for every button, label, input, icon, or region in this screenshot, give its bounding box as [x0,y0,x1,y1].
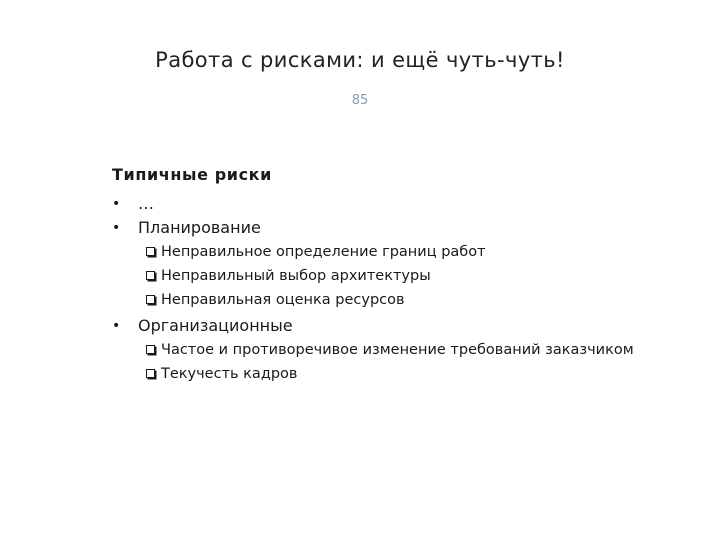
bullet-dot-icon: • [112,196,121,212]
slide-content [112,165,672,389]
sub-list-planning [146,243,672,309]
page-number: 85 [351,93,369,108]
sub-item-label: Неправильный выбор архитектуры [161,268,431,284]
sub-item [146,243,672,261]
sub-item-label: Неправильное определение границ работ [161,244,486,260]
checkbox-square-icon [146,295,155,304]
bullet-item-organizational [112,315,672,337]
sub-item [146,267,672,285]
bullet-dot-icon: • [112,318,121,334]
sub-item-label: Неправильная оценка ресурсов [161,292,405,308]
bullet-dot-icon: • [112,220,121,236]
checkbox-square-icon [146,271,155,280]
bullet-label: … [138,194,154,213]
bullet-item-ellipsis [112,193,672,215]
sub-list-organizational [146,341,672,383]
sub-item [146,365,672,383]
bullet-label: Планирование [138,218,261,237]
sub-item-label: Текучесть кадров [161,366,298,382]
checkbox-square-icon [146,247,155,256]
sub-item [146,341,672,359]
checkbox-square-icon [146,345,155,354]
section-heading: Типичные риски [112,165,272,184]
sub-item [146,291,672,309]
bullet-item-planning [112,217,672,239]
bullet-label: Организационные [138,316,293,335]
checkbox-square-icon [146,369,155,378]
sub-item-label: Частое и противоречивое изменение требований заказчиком [161,342,634,358]
slide-title: Работа с рисками: и ещё чуть-чуть! [155,48,565,72]
